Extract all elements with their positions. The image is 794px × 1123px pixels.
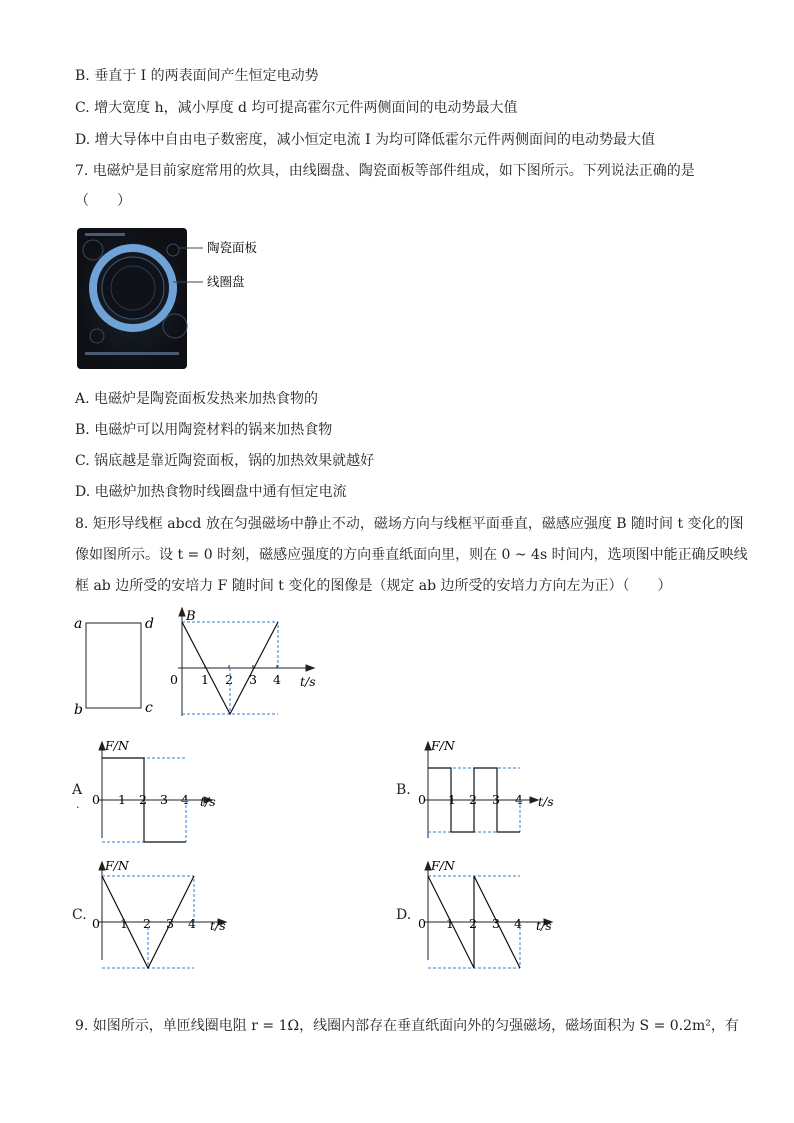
choice-c-label: C. (72, 907, 87, 923)
option-c-chart (88, 856, 238, 968)
option-b-chart (414, 736, 564, 846)
d-f-axis-label: F/N (431, 858, 455, 873)
q7-option-a: A. 电磁炉是陶瓷面板发热来加热食物的 (75, 391, 319, 407)
c-zero-label: 0 (92, 916, 100, 931)
b-axis-label: B (186, 609, 196, 624)
a-tick-4: 4 (181, 792, 189, 807)
corner-d: d (145, 616, 154, 632)
opt-b-t-axis-label: t/s (538, 794, 554, 809)
c-tick-1: 1 (120, 916, 128, 931)
q7-stem: 7. 电磁炉是目前家庭常用的炊具，由线圈盘、陶瓷面板等部件组成，如下图所示。下列说法正确的是 (75, 163, 695, 179)
opt-b-tick-1: 1 (448, 792, 456, 807)
induction-cooker-figure (75, 228, 375, 370)
opt-b-tick-4: 4 (515, 792, 523, 807)
q7-option-d: D. 电磁炉加热食物时线圈盘中通有恒定电流 (75, 484, 347, 500)
d-t-axis-label: t/s (536, 918, 552, 933)
d-tick-1: 1 (446, 916, 454, 931)
c-tick-3: 3 (166, 916, 174, 931)
a-t-axis-label: t/s (200, 794, 216, 809)
opt-b-tick-3: 3 (492, 792, 500, 807)
d-zero-label: 0 (418, 916, 426, 931)
choice-a-dot: . (76, 798, 80, 811)
corner-c: c (145, 700, 153, 716)
a-tick-1: 1 (118, 792, 126, 807)
a-zero-label: 0 (92, 792, 100, 807)
b-tick-1: 1 (201, 672, 209, 687)
opt-b-zero-label: 0 (418, 792, 426, 807)
q6-option-b: B. 垂直于 I 的两表面间产生恒定电动势 (75, 68, 319, 84)
b-tick-4: 4 (273, 672, 281, 687)
c-f-axis-label: F/N (105, 858, 129, 873)
b-zero-label: 0 (170, 672, 178, 687)
q8-stem-line2: 像如图所示。设 t = 0 时刻，磁感应强度的方向垂直纸面向里，则在 0 ~ 4s 时间内，选项图中能正确反映线 (75, 547, 748, 563)
b-t-chart (168, 604, 328, 724)
wire-frame-figure (74, 612, 164, 722)
q7-option-b: B. 电磁炉可以用陶瓷材料的锅来加热食物 (75, 422, 333, 438)
q9-stem-line1: 9. 如图所示，单匝线圈电阻 r = 1Ω，线圈内部存在垂直纸面向外的匀强磁场，磁场面积为 S = 0.2m²，有 (75, 1018, 739, 1034)
label-coil-disk: 线圈盘 (207, 274, 245, 289)
q7-option-c: C. 锅底越是靠近陶瓷面板，锅的加热效果就越好 (75, 453, 375, 469)
c-tick-2: 2 (143, 916, 151, 931)
d-tick-4: 4 (514, 916, 522, 931)
a-tick-3: 3 (160, 792, 168, 807)
label-ceramic-panel: 陶瓷面板 (207, 240, 258, 255)
q6-option-d: D. 增大导体中自由电子数密度，减小恒定电流 I 为均可降低霍尔元件两侧面间的电动势最大值 (75, 132, 656, 148)
q6-option-c: C. 增大宽度 h，减小厚度 d 均可提高霍尔元件两侧面间的电动势最大值 (75, 100, 518, 116)
c-tick-4: 4 (188, 916, 196, 931)
b-t-axis-label: t/s (300, 674, 316, 689)
b-t-axes (178, 608, 314, 716)
q8-stem-line1: 8. 矩形导线框 abcd 放在匀强磁场中静止不动，磁场方向与线框平面垂直，磁感应强度 B 随时间 t 变化的图 (75, 516, 744, 532)
wire-frame-rect (86, 623, 141, 708)
choice-a-label: A (72, 782, 83, 798)
a-tick-2: 2 (139, 792, 147, 807)
corner-a: a (74, 616, 83, 632)
d-tick-2: 2 (469, 916, 477, 931)
opt-b-tick-2: 2 (469, 792, 477, 807)
b-f-axis-label: F/N (431, 738, 455, 753)
a-f-axis-label: F/N (105, 738, 129, 753)
b-tick-3: 3 (249, 672, 257, 687)
option-a-chart (88, 736, 228, 846)
corner-b: b (74, 702, 83, 718)
q7-paren: （ ） (75, 193, 131, 209)
c-t-axis-label: t/s (210, 918, 226, 933)
q8-stem-line3: 框 ab 边所受的安培力 F 随时间 t 变化的图像是（规定 ab 边所受的安培力方向左为正）（ ） (75, 578, 672, 594)
option-d-chart (414, 856, 564, 968)
d-tick-3: 3 (492, 916, 500, 931)
b-tick-2: 2 (225, 672, 233, 687)
choice-b-label: B. (396, 782, 411, 798)
choice-d-label: D. (396, 907, 412, 923)
